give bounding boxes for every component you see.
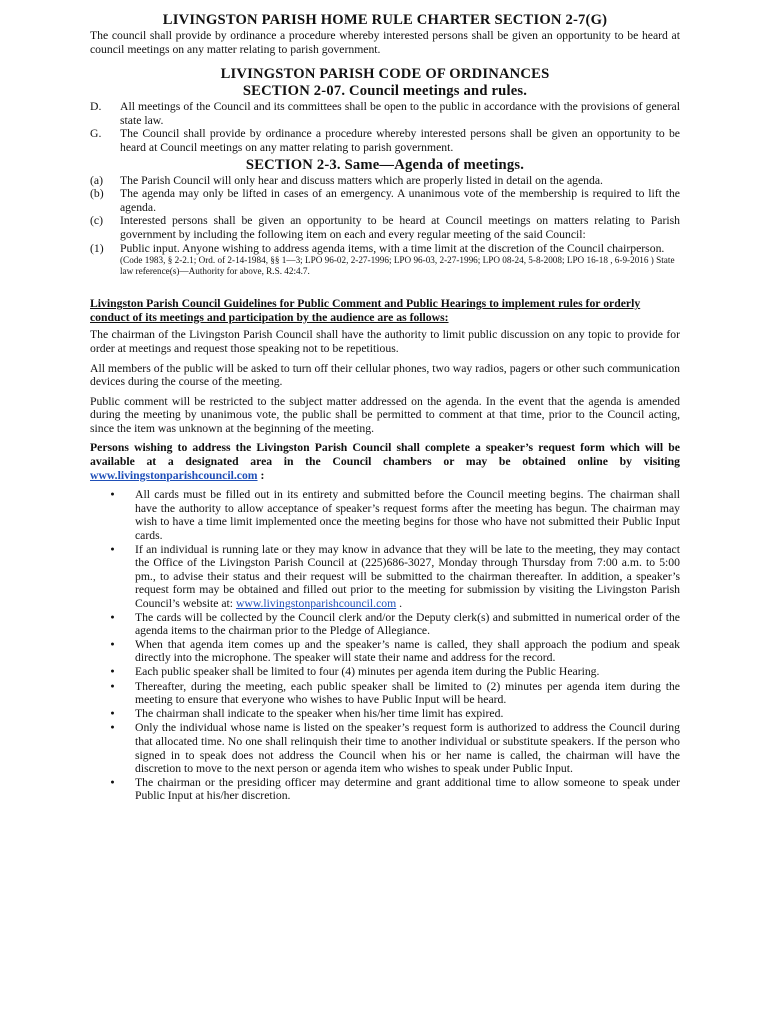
item-text: The chairman shall indicate to the speaker when his/her time limit has expired. bbox=[135, 706, 504, 720]
list-item bbox=[90, 638, 680, 665]
charter-intro: The council shall provide by ordinance a procedure whereby interested persons shall be given an opportunity to be heard at council meetings on any matter relating to parish government. bbox=[90, 29, 680, 56]
item-end: . bbox=[396, 597, 403, 610]
persons-end: : bbox=[257, 468, 265, 482]
item-text: Each public speaker shall be limited to four (4) minutes per agenda item during the Public Hearing. bbox=[135, 664, 600, 678]
item-text: When that agenda item comes up and the speaker’s name is called, they shall approach the podium and speak directly into the microphone. The speaker will state their name and address for the record. bbox=[135, 637, 680, 665]
document-body bbox=[90, 12, 680, 803]
bullet-icon bbox=[90, 680, 135, 707]
item-label: (a) bbox=[90, 173, 103, 187]
section-2-3-title: SECTION 2-3. Same—Agenda of meetings. bbox=[245, 156, 525, 173]
guideline-paragraph: All members of the public will be asked to turn off their cellular phones, two way radios, pagers or other such communication devices during the course of the meeting. bbox=[90, 361, 680, 389]
website-link[interactable]: www.livingstonparishcouncil.com bbox=[235, 597, 397, 610]
item-text: The agenda may only be lifted in cases of an emergency. A unanimous vote of the membership is required to lift the agenda. bbox=[120, 187, 680, 214]
item-text: The cards will be collected by the Council clerk and/or the Deputy clerk(s) and submitted in numerical order of the agenda items to the chairman prior to the Pledge of Allegiance. bbox=[135, 610, 680, 638]
item-text: The Council shall provide by ordinance a procedure whereby interested persons shall be given an opportunity to be heard at Council meetings on any matter relating to parish government. bbox=[120, 127, 680, 154]
section-2-07-title: SECTION 2-07. Council meetings and rules. bbox=[242, 83, 528, 100]
agenda-item-c bbox=[90, 214, 680, 241]
code-item-g bbox=[90, 127, 680, 154]
persons-paragraph bbox=[90, 441, 680, 482]
item-text-wrap bbox=[135, 543, 680, 611]
code-title: LIVINGSTON PARISH CODE OF ORDINANCES bbox=[220, 66, 550, 83]
item-label: G. bbox=[90, 127, 102, 141]
bullet-icon bbox=[90, 707, 135, 722]
agenda-item-1 bbox=[90, 242, 680, 256]
rules-list bbox=[90, 488, 680, 803]
list-item bbox=[90, 707, 680, 722]
item-label: (1) bbox=[90, 241, 104, 255]
item-text: The Parish Council will only hear and discuss matters which are properly listed in detail on the agenda. bbox=[120, 173, 603, 187]
charter-title: LIVINGSTON PARISH HOME RULE CHARTER SECTION 2-7(G) bbox=[162, 12, 608, 28]
list-item bbox=[90, 776, 680, 803]
bullet-icon bbox=[90, 488, 135, 542]
agenda-item-a bbox=[90, 174, 680, 188]
item-text: Thereafter, during the meeting, each public speaker shall be limited to (2) minutes per agenda item during the meeting to ensure that everyone who wishes to have Public Input will be heard. bbox=[135, 679, 680, 707]
code-item-d bbox=[90, 100, 680, 127]
item-text: Interested persons shall be given an opportunity to be heard at Council meetings on matters relating to Parish government by including the following item on each and every regular meeting of the said Council: bbox=[120, 214, 680, 241]
item-text: The chairman or the presiding officer may determine and grant additional time to allow someone to speak under Public Input at his/her discretion. bbox=[135, 775, 680, 803]
list-item bbox=[90, 721, 680, 775]
bullet-icon bbox=[90, 611, 135, 638]
item-label: D. bbox=[90, 100, 102, 114]
item-text: Public input. Anyone wishing to address agenda items, with a time limit at the discretion of the Council chairperson. bbox=[120, 241, 665, 255]
guideline-paragraph: Public comment will be restricted to the subject matter addressed on the agenda. In the event that the agenda is amended during the meeting by unanimous vote, the public shall be permitted to comment at that time, prior to the Council acting, since the item was unknown at the beginning of the meeting. bbox=[90, 394, 680, 435]
bullet-icon bbox=[90, 665, 135, 680]
bullet-icon bbox=[90, 638, 135, 665]
council-website-link[interactable]: www.livingstonparishcouncil.com bbox=[90, 468, 258, 482]
item-text: All meetings of the Council and its committees shall be open to the public in accordance with the provisions of general state law. bbox=[120, 100, 680, 127]
guidelines-heading: Livingston Parish Council Guidelines for Public Comment and Public Hearings to implement rules for orderly conduct of its meetings and participation by the audience are as follows: bbox=[90, 297, 641, 324]
item-text: Only the individual whose name is listed on the speaker’s request form is authorized to address the Council during that allocated time. No one shall relinquish their time to another individual or substitute speakers. If the person who signed in to speak does not address the Council when his or her name is called, the chairman will have the discretion to move to the next person or agenda item who wishes to speak under Public Input. bbox=[135, 721, 680, 776]
item-label: (b) bbox=[90, 187, 104, 201]
persons-text: Persons wishing to address the Livingston Parish Council shall complete a speaker’s request form which will be available at a designated area in the Council chambers or may be obtained online by visiting bbox=[90, 441, 680, 469]
item-text: All cards must be filled out in its entirety and submitted before the Council meeting begins. The chairman shall have the authority to allow acceptance of speaker’s request forms after the meeting has begun. The chairman may wish to have a time limit implemented once the meeting begins for those who have not submitted their Public Input cards. bbox=[135, 488, 680, 543]
agenda-item-b bbox=[90, 187, 680, 214]
list-item bbox=[90, 680, 680, 707]
list-item bbox=[90, 488, 680, 542]
citation: (Code 1983, § 2-2.1; Ord. of 2-14-1984, §§ 1—3; LPO 96-02, 2-27-1996; LPO 96-03, 2-27-1996; LPO 08-24, 5-8-2008; LPO 16-18 , 6-9-2016 ) State law reference(s)—Authority for above, R.S. 42:4.7. bbox=[120, 255, 675, 277]
guideline-paragraph: The chairman of the Livingston Parish Council shall have the authority to limit public discussion on any topic to provide for order at meetings and request those speaking not to be repetitious. bbox=[90, 328, 680, 355]
bullet-icon bbox=[90, 776, 135, 803]
list-item bbox=[90, 543, 680, 611]
item-text: If an individual is running late or they may know in advance that they will be late to the meeting, they may contact the Office of the Livingston Parish Council at (225)686-3027, Monday through Thursday from 7:00 a.m. to 5:00 pm., to advise their status and their request will be submitted to the chairman thereafter. In addition, a speaker’s request form may be obtained and filled out prior to the meeting for submission by visiting the Livingston Parish Council’s website at: bbox=[135, 542, 680, 610]
list-item bbox=[90, 665, 680, 680]
item-label: (c) bbox=[90, 214, 103, 228]
bullet-icon bbox=[90, 543, 135, 611]
list-item bbox=[90, 611, 680, 638]
bullet-icon bbox=[90, 721, 135, 775]
